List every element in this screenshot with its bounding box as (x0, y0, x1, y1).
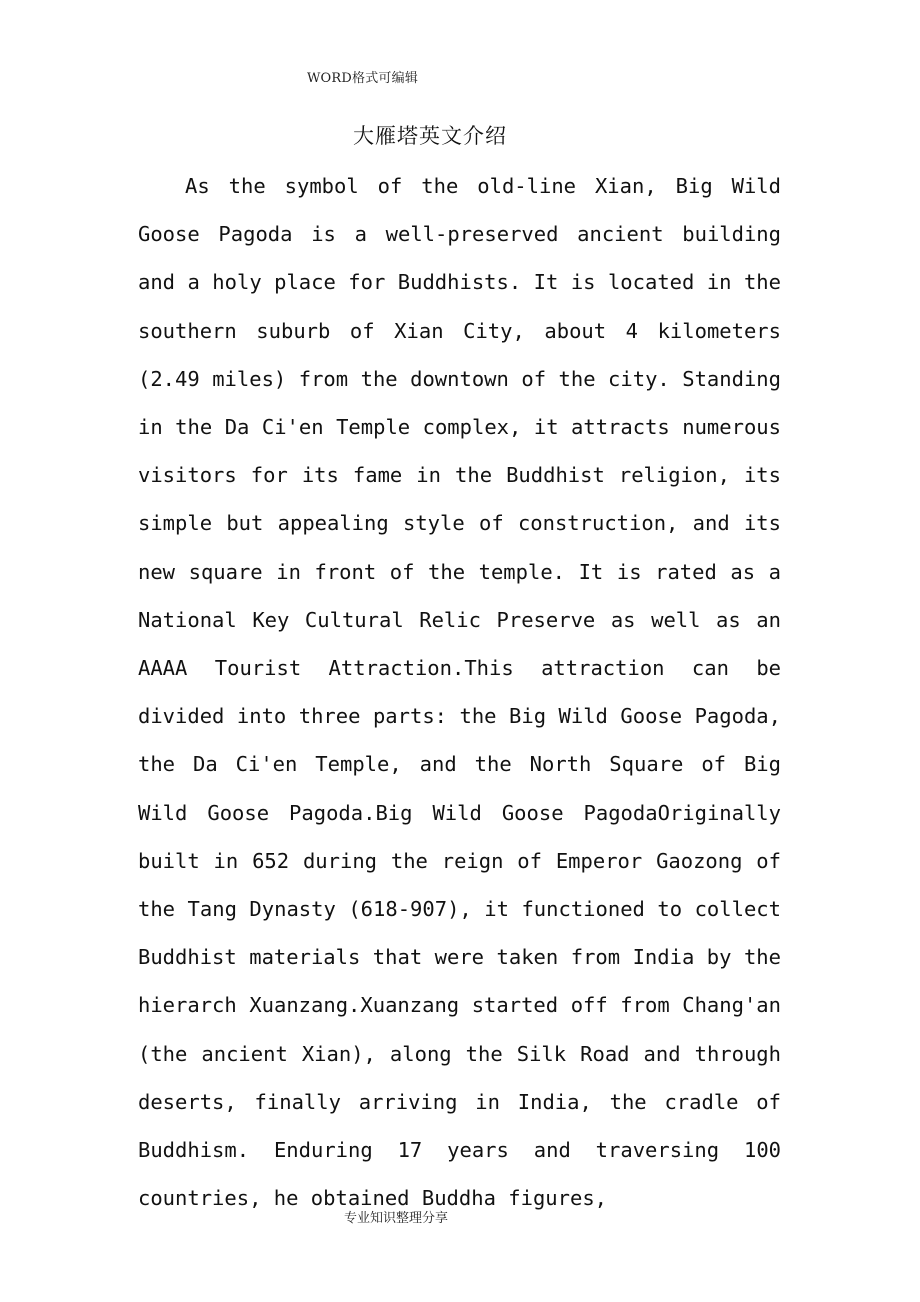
body-paragraph: As the symbol of the old-line Xian, Big Wild Goose Pagoda is a well-preserved ancient building and a holy place for Buddhists. It is located in the southern suburb of Xian City, about 4 kilometers (2.49 miles) from the downtown of the city. Standing in the Da Ci'en Temple complex, it attracts numerous visitors for its fame in the Buddhist religion, its simple but appealing style of construction, and its new square in front of the temple. It is rated as a National Key Cultural Relic Preserve as well as an AAAA Tourist Attraction.This attraction can be divided into three parts: the Big Wild Goose Pagoda, the Da Ci'en Temple, and the North Square of Big Wild Goose Pagoda.Big Wild Goose PagodaOriginally built in 652 during the reign of Emperor Gaozong of the Tang Dynasty (618-907), it functioned to collect Buddhist materials that were taken from India by the hierarch Xuanzang.Xuanzang started off from Chang'an (the ancient Xian), along the Silk Road and through deserts, finally arriving in India, the cradle of Buddhism. Enduring 17 years and traversing 100 countries, he obtained Buddha figures, (138, 174, 781, 1211)
document-title: 大雁塔英文介绍 (353, 124, 507, 148)
footer-note: 专业知识整理分享 (343, 1211, 448, 1226)
header-note: WORD格式可编辑 (307, 71, 419, 86)
